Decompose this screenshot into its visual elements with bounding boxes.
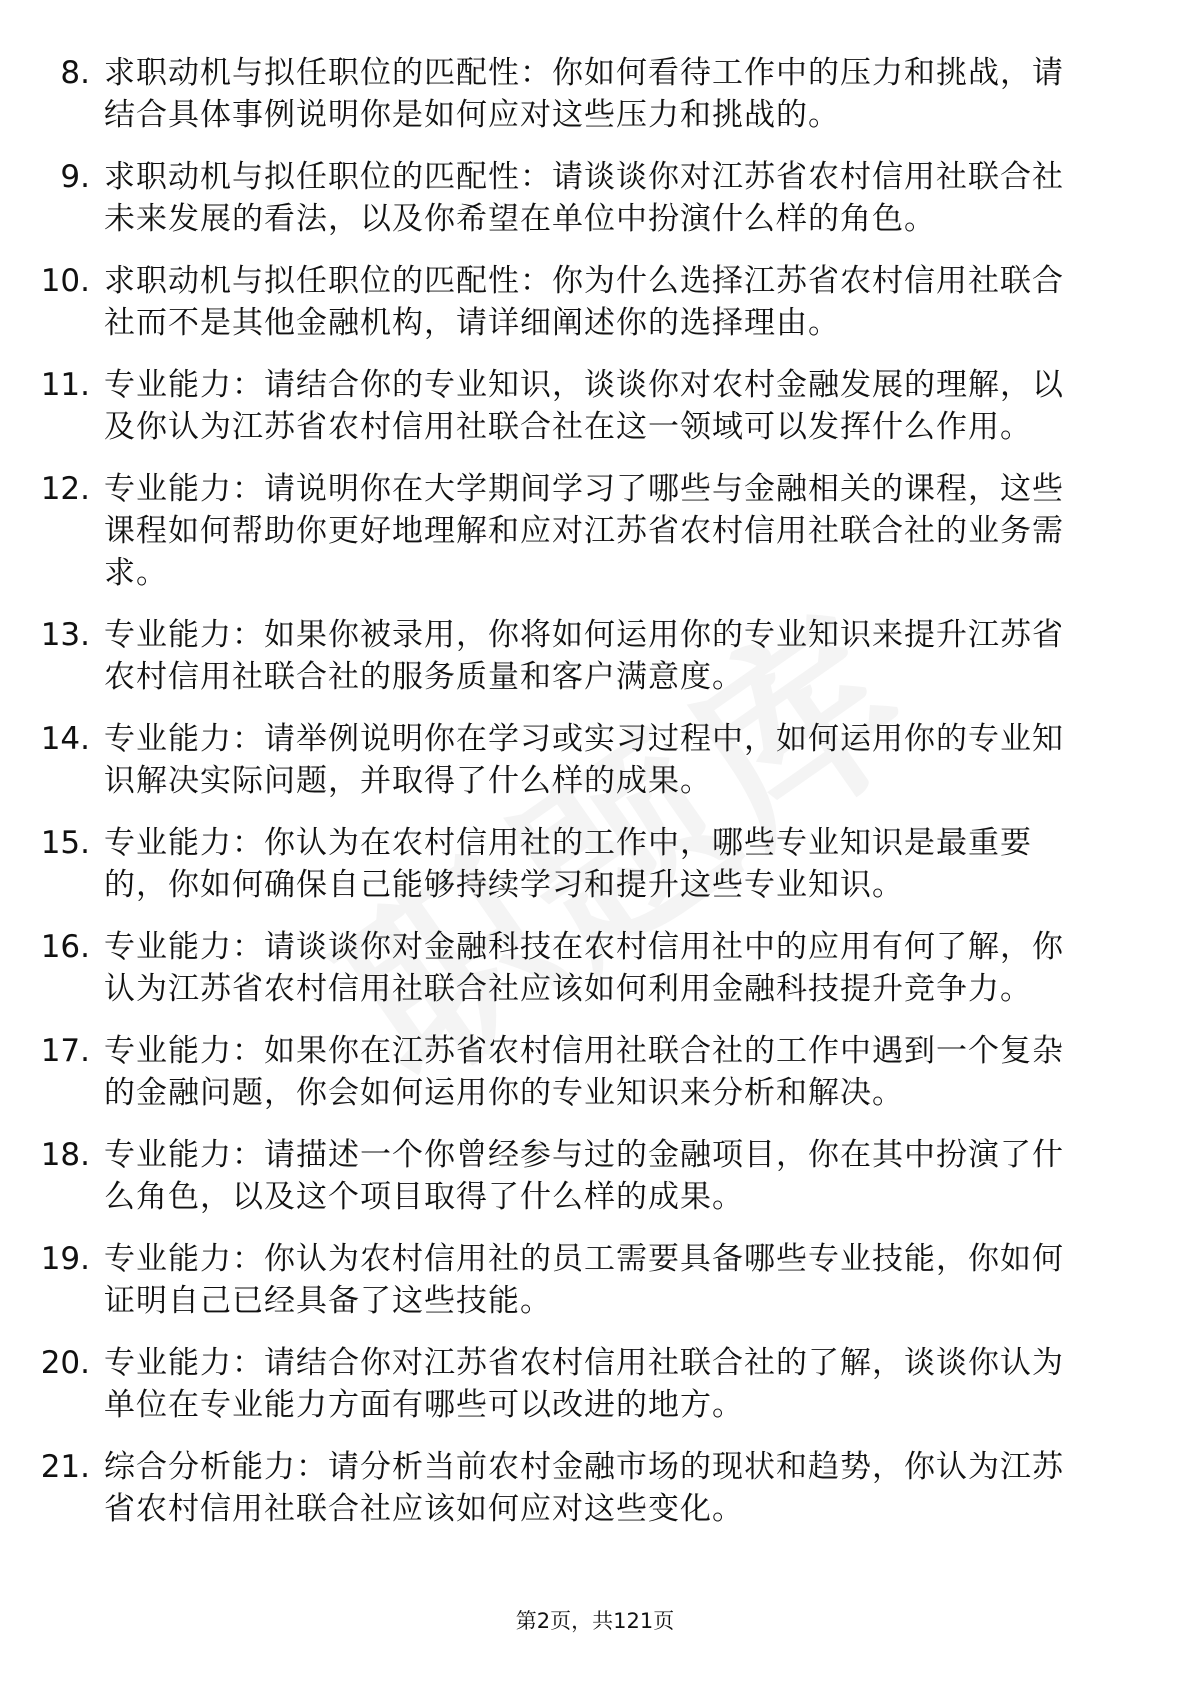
question-number: 10. [40,263,90,299]
question-text: 专业能力：请结合你对江苏省农村信用社联合社的了解，谈谈你认为单位在专业能力方面有哪些可以改进的地方。 [104,1345,1064,1423]
question-item [0,52,1190,136]
question-number: 11. [40,367,90,403]
question-text: 求职动机与拟任职位的匹配性：你如何看待工作中的压力和挑战，请结合具体事例说明你是如何应对这些压力和挑战的。 [104,55,1064,133]
question-item [0,156,1190,240]
question-number: 15. [40,825,90,861]
question-number: 14. [40,721,90,757]
question-number: 20. [40,1345,90,1381]
question-list [0,52,1190,1550]
question-number: 8. [60,55,90,91]
question-item [0,468,1190,594]
question-number: 21. [40,1449,90,1485]
question-item [0,614,1190,698]
question-number: 19. [40,1241,90,1277]
question-item [0,1238,1190,1322]
question-item [0,822,1190,906]
question-text: 专业能力：你认为农村信用社的员工需要具备哪些专业技能，你如何证明自己已经具备了这些技能。 [104,1241,1064,1319]
question-text: 专业能力：请举例说明你在学习或实习过程中，如何运用你的专业知识解决实际问题，并取得了什么样的成果。 [104,721,1064,799]
question-text: 专业能力：请说明你在大学期间学习了哪些与金融相关的课程，这些课程如何帮助你更好地理解和应对江苏省农村信用社联合社的业务需求。 [104,471,1064,591]
question-item [0,1134,1190,1218]
question-item [0,718,1190,802]
question-text: 求职动机与拟任职位的匹配性：你为什么选择江苏省农村信用社联合社而不是其他金融机构，请详细阐述你的选择理由。 [104,263,1064,341]
question-number: 12. [40,471,90,507]
question-text: 专业能力：你认为在农村信用社的工作中，哪些专业知识是最重要的，你如何确保自己能够持续学习和提升这些专业知识。 [104,825,1032,903]
question-number: 17. [40,1033,90,1069]
page-footer: 第2页，共121页 [515,1609,675,1633]
question-item [0,926,1190,1010]
question-number: 18. [40,1137,90,1173]
question-item [0,1446,1190,1530]
question-number: 13. [40,617,90,653]
question-text: 专业能力：请谈谈你对金融科技在农村信用社中的应用有何了解，你认为江苏省农村信用社联合社应该如何利用金融科技提升竞争力。 [104,929,1064,1007]
question-text: 专业能力：请结合你的专业知识，谈谈你对农村金融发展的理解，以及你认为江苏省农村信用社联合社在这一领域可以发挥什么作用。 [104,367,1064,445]
question-item [0,1342,1190,1426]
question-item [0,364,1190,448]
question-number: 9. [60,159,90,195]
question-item [0,1030,1190,1114]
question-text: 专业能力：如果你被录用，你将如何运用你的专业知识来提升江苏省农村信用社联合社的服务质量和客户满意度。 [104,617,1064,695]
question-text: 专业能力：如果你在江苏省农村信用社联合社的工作中遇到一个复杂的金融问题，你会如何运用你的专业知识来分析和解决。 [104,1033,1064,1111]
question-text: 求职动机与拟任职位的匹配性：请谈谈你对江苏省农村信用社联合社未来发展的看法，以及你希望在单位中扮演什么样的角色。 [104,159,1064,237]
question-item [0,260,1190,344]
question-text: 专业能力：请描述一个你曾经参与过的金融项目，你在其中扮演了什么角色，以及这个项目取得了什么样的成果。 [104,1137,1064,1215]
question-number: 16. [40,929,90,965]
question-text: 综合分析能力：请分析当前农村金融市场的现状和趋势，你认为江苏省农村信用社联合社应该如何应对这些变化。 [104,1449,1064,1527]
